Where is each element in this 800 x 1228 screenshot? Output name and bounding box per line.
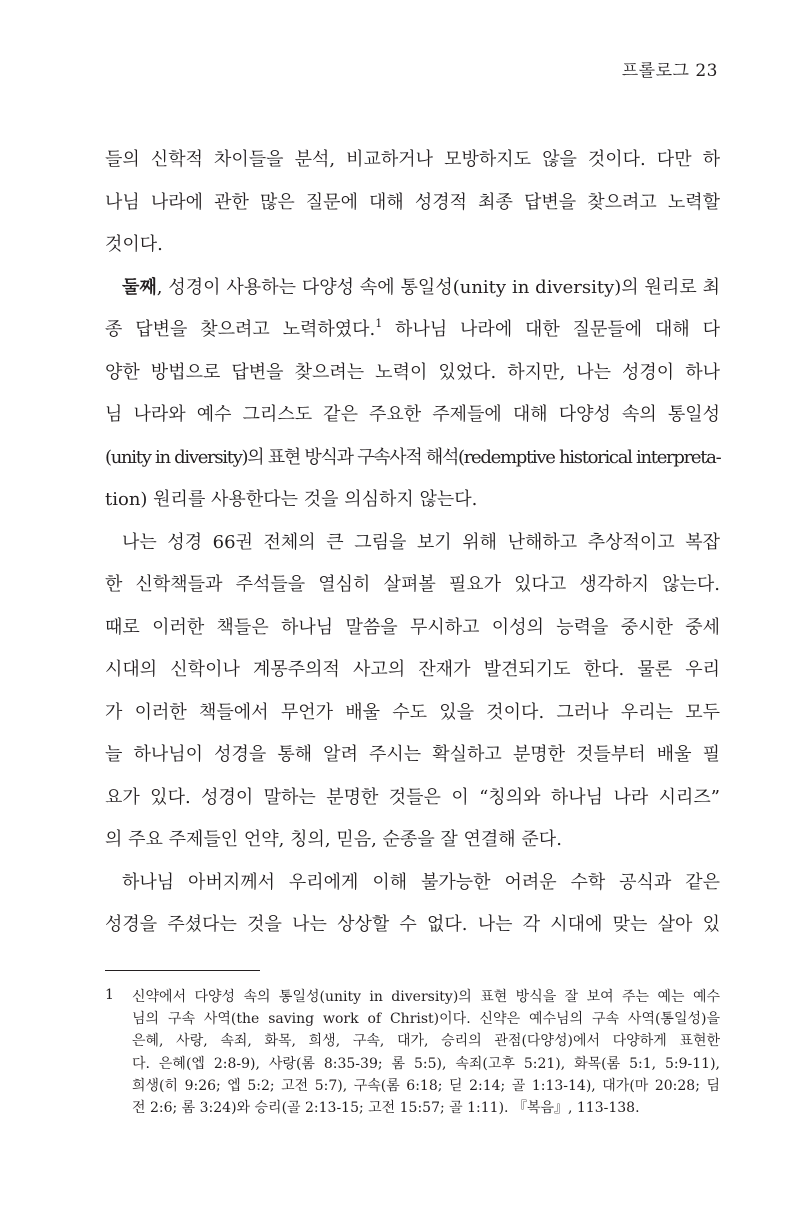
text-line: 하나님 아버지께서 우리에게 이해 불가능한 어려운 수학 공식과 같은 (122, 871, 720, 893)
text-line: 나는 성경 66권 전체의 큰 그림을 보기 위해 난해하고 추상적이고 복잡 (122, 531, 720, 553)
page-number: 23 (695, 61, 718, 81)
footnote-line: 신약에서 다양성 속의 통일성(unity in diversity)의 표현 방식을 잘 보여 주는 예는 예수 (132, 989, 720, 1005)
text-line: 님 나라와 예수 그리스도 같은 주요한 주제들에 대해 다양성 속의 통일성 (105, 404, 720, 425)
text-line: 성경을 주셨다는 것을 나는 상상할 수 없다. 나는 각 시대에 맞는 살아 있 (105, 914, 720, 935)
footnote-divider (105, 970, 260, 971)
emphasis-second: 둘째 (122, 276, 157, 298)
footnote-line: 희생(히 9:26; 엡 5:2; 고전 5:7), 구속(롬 6:18; 딛 2:14; 골 1:13-14), 대가(마 20:28; 딤 (132, 1077, 720, 1094)
text-line: 양한 방법으로 답변을 찾으려는 노력이 있었다. 하지만, 나는 성경이 하나 (105, 361, 720, 383)
text-line: 늘 하나님이 성경을 통해 알려 주시는 확실하고 분명한 것들부터 배울 필 (105, 744, 720, 765)
text-line: 둘째, 성경이 사용하는 다양성 속에 통일성(unity in diversity)의 원리로 최 (122, 276, 720, 298)
text-line: 때로 이러한 책들은 하나님 말씀을 무시하고 이성의 능력을 중시한 중세 (105, 616, 720, 638)
text-line: 가 이러한 책들에서 무언가 배울 수도 있을 것이다. 그러나 우리는 모두 (105, 701, 720, 723)
text-line: 나님 나라에 관한 많은 질문에 대해 성경적 최종 답변을 찾으려고 노력할 (105, 191, 720, 213)
text-line: 것이다. (105, 234, 163, 255)
text-line: 의 주요 주제들인 언약, 칭의, 믿음, 순종을 잘 연결해 준다. (105, 829, 562, 850)
footnote-ref[interactable]: 1 (375, 317, 383, 330)
text-line: 종 답변을 찾으려고 노력하였다.$^1$ 하나님 나라에 대한 질문들에 대해 다 (105, 317, 720, 340)
running-header (622, 56, 718, 81)
footnote-line: 은혜, 사랑, 속죄, 화목, 희생, 구속, 대가, 승리의 관점(다양성)에서 다양하게 표현한 (132, 1033, 720, 1050)
text-line: 한 신학책들과 주석들을 열심히 살펴볼 필요가 있다고 생각하지 않는다. (105, 574, 720, 595)
footnote-line: 다. 은혜(엡 2:8-9), 사랑(롬 8:35-39; 롬 5:5), 속죄(고후 5:21), 화목(롬 5:1, 5:9-11), (132, 1055, 720, 1072)
footnote-line: 님의 구속 사역(the saving work of Christ)이다. 신약은 예수님의 구속 사역(통일성)을 (132, 1011, 720, 1028)
footnote-line: 전 2:6; 롬 3:24)와 승리(골 2:13-15; 고전 15:57; 골 1:11). 『복음』, 113-138. (132, 1099, 640, 1116)
text-line: 요가 있다. 성경이 말하는 분명한 것들은 이 “칭의와 하나님 나라 시리즈” (105, 786, 720, 808)
body-text (105, 146, 720, 954)
running-title: 프롤로그 (621, 61, 690, 81)
footnote (105, 987, 720, 1120)
footnote-number: 1 (105, 987, 114, 1003)
text-line: 들의 신학적 차이들을 분석, 비교하거나 모방하지도 않을 것이다. 다만 하 (105, 149, 720, 170)
text-line: (unity in diversity)의 표현 방식과 구속사적 해석(redemptive historical interpreta- (105, 446, 721, 468)
text-line: tion) 원리를 사용한다는 것을 의심하지 않는다. (105, 489, 478, 510)
text-line: 시대의 신학이나 계몽주의적 사고의 잔재가 발견되기도 한다. 물론 우리 (105, 659, 720, 680)
